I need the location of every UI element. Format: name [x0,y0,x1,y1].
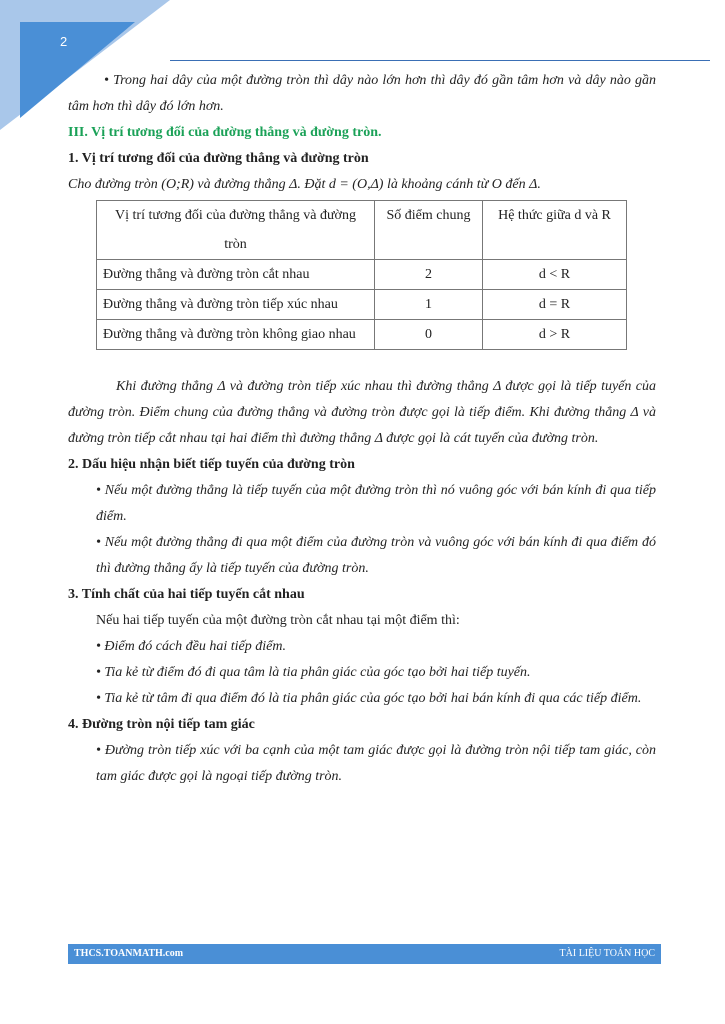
tangent-paragraph: Khi đường thẳng Δ và đường tròn tiếp xúc nhau thì đường thẳng Δ được gọi là tiếp tuyến của đường tròn. Điểm chung của đường thẳng và đường tròn được gọi là tiếp điểm. Khi đường thẳng Δ và đường tròn tiếp cắt nhau tại hai điểm thì đường thẳng Δ được gọi là cát tuyến của đường tròn. [68,379,656,446]
list-item: • Tia kẻ từ điểm đó đi qua tâm là tia phân giác của góc tạo bởi hai tiếp tuyến. [96,665,531,680]
list-item: • Đường tròn tiếp xúc với ba cạnh của một tam giác được gọi là đường tròn nội tiếp tam giác, còn tam giác được gọi là ngoại tiếp đường tròn. [96,743,656,784]
table-row [97,320,627,350]
header-rule [170,60,710,61]
list-item: • Nếu một đường thẳng đi qua một điểm của đường tròn và vuông góc với bán kính đi qua điểm đó thì đường thẳng ấy là tiếp tuyến của đường tròn. [96,535,656,576]
table-cell: d > R [483,320,627,350]
page-number: 2 [60,34,68,49]
footer-label: TÀI LIỆU TOÁN HỌC [559,948,655,959]
position-table [96,200,627,350]
table-cell: 0 [375,320,483,350]
table-cell: Đường thẳng và đường tròn không giao nhau [97,320,375,350]
page-content [68,68,656,790]
table-header-cell: Số điểm chung [375,201,483,260]
subsection-2-title: 2. Dấu hiệu nhận biết tiếp tuyến của đường tròn [68,457,355,472]
footer-site-link[interactable]: THCS.TOANMATH.com [74,948,184,959]
list-item: • Nếu một đường thẳng là tiếp tuyến của một đường tròn thì nó vuông góc với bán kính đi qua tiếp điểm. [96,483,656,524]
list-item: • Tia kẻ từ tâm đi qua điểm đó là tia phân giác của góc tạo bởi hai bán kính đi qua các tiếp điểm. [96,691,642,706]
table-cell: d < R [483,260,627,290]
subsection-4-title: 4. Đường tròn nội tiếp tam giác [68,717,255,732]
table-cell: 2 [375,260,483,290]
subsection-1-title: 1. Vị trí tương đối của đường thẳng và đường tròn [68,151,369,166]
table-row [97,290,627,320]
table-cell: Đường thẳng và đường tròn tiếp xúc nhau [97,290,375,320]
subsection-3-title: 3. Tính chất của hai tiếp tuyến cắt nhau [68,587,305,602]
table-cell: d = R [483,290,627,320]
table-header-cell: Hệ thức giữa d và R [483,201,627,260]
subsection-3-intro: Nếu hai tiếp tuyến của một đường tròn cắt nhau tại một điểm thì: [96,613,460,628]
list-item: • Điểm đó cách đều hai tiếp điểm. [96,639,286,654]
footer-bar [68,944,661,964]
table-header-row [97,201,627,260]
table-header-cell: Vị trí tương đối của đường thẳng và đường tròn [97,201,375,260]
section-3-title: III. Vị trí tương đối của đường thẳng và đường tròn. [68,125,382,140]
table-row [97,260,627,290]
subsection-1-intro: Cho đường tròn (O;R) và đường thẳng Δ. Đặt d = (O,Δ) là khoảng cánh từ O đến Δ. [68,177,541,192]
intro-bullet: • Trong hai dây của một đường tròn thì dây nào lớn hơn thì dây đó gần tâm hơn và dây nào gần tâm hơn thì dây đó lớn hơn. [68,73,656,114]
table-cell: Đường thẳng và đường tròn cắt nhau [97,260,375,290]
table-cell: 1 [375,290,483,320]
